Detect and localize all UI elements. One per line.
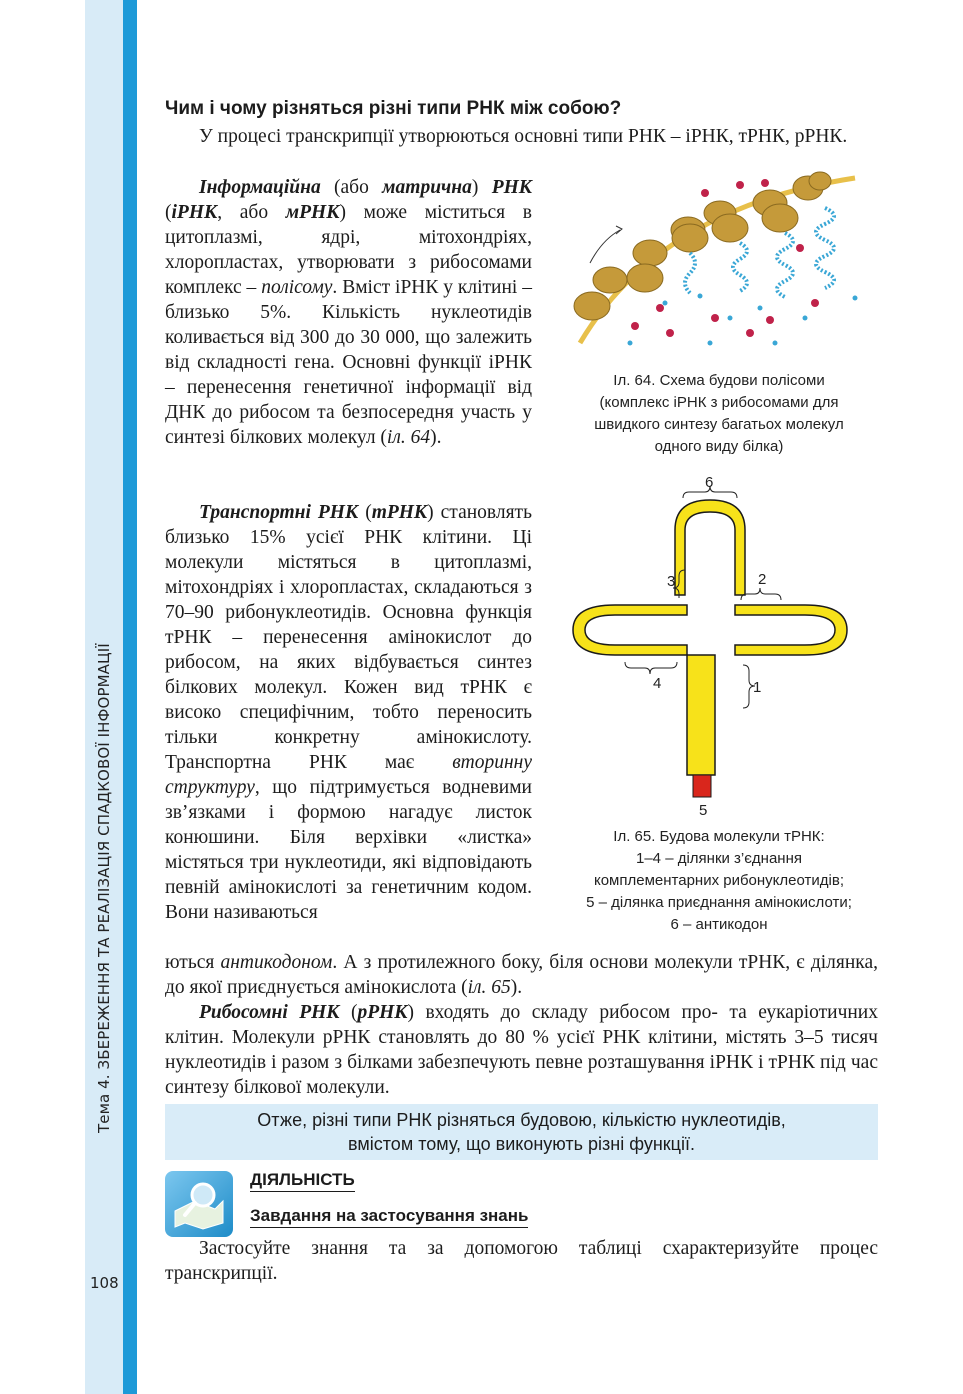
figure64-caption [560,370,878,458]
figure65-caption-line: 6 – антикодон [670,916,768,933]
trna-strand [573,500,847,775]
section-heading: Чим і чому різняться різні типи РНК між собою? [165,98,622,119]
trna-text-1: ( [358,502,372,523]
trna-cloverleaf-diagram [565,470,865,820]
page-number: 108 [90,1274,119,1292]
label-region-2: 2 [758,571,767,588]
term-rrna: рРНК [357,1002,408,1023]
label-anticodon: 6 [705,474,714,491]
trna-text-3: , що підтримується водневими зв’язками і формою нагадує листок конюшини. Біля верхівки «листка» містяться три нуклеотиди, які відповідають певній амінокислоті за генетичним кодом. Вони називаються [165,777,532,923]
label-acceptor: 5 [699,802,708,819]
polysome-illustration [560,168,890,358]
trna-text-continued: ються [165,952,221,973]
rrna-text-2: ) входять до складу рибосом про- та еукаріотичних клітин. Молекули рРНК становлять до 80 % усієї РНК клітини, містять 3–5 тисяч нуклеотидів і разом з білками забезпечують певне розташування іРНК і тРНК під час синтезу білкової молекули. [165,1002,878,1098]
term-anticodon: антикодоном [220,952,333,973]
intro-paragraph: У процесі транскрипції утворюються основні типи РНК – іРНК, тРНК, рРНК. [199,126,848,147]
task-title: Завдання на застосування знань [250,1206,528,1228]
term-irna: іРНК [171,202,218,223]
term-mrna: мРНК [285,202,340,223]
figure65-caption-line: 5 – ділянка приєднання амінокислоти; [586,894,852,911]
summary-box [165,1104,878,1160]
magnifier-map-icon [165,1171,233,1237]
term-trna: тРНК [371,502,428,523]
term-secondary-structure: вторинну структуру [165,752,532,798]
ref-fig64: іл. 64 [386,427,431,448]
term-informational: Інформаційна [199,177,321,198]
irna-text-5: ) може міститься в цитоплазмі, ядрі, мітохондріях, хлоропластах, утворювати з рибосомами комплекс – [165,202,533,298]
irna-text-6: . Вміст іРНК у клітині – близько 5%. Кількість нуклеотидів коливається від 300 до 30 000, що залежить від складності гена. Основні функції іРНК – перенесення генетичної інформації від ДНК до рибосом та безпосередня участь у синтезі білкових молекул ( [165,277,532,448]
label-region-4: 4 [653,675,662,692]
irna-paragraph [165,175,532,450]
trna-text-5: ). [510,977,523,998]
label-region-3: 3 [667,573,676,590]
summary-line: вмістом тому, що виконують різні функції. [348,1134,695,1154]
trna-text-4: . А з протилежного боку, біля основи молекули тРНК, є ділянка, до якої приєднується амінокислота ( [165,952,879,998]
figure64-caption-line: Іл. 64. Схема будови полісоми [613,372,825,389]
summary-line: Отже, різні типи РНК різняться будовою, кількістю нуклеотидів, [257,1110,786,1130]
term-rna: РНК [491,177,532,198]
figure64-caption-line: швидкого синтезу багатьох молекул [594,416,844,433]
figure65-caption [560,826,878,936]
trna-paragraph [165,500,532,925]
figure65-caption-line: комплементарних рибонуклеотидів; [593,872,844,889]
acceptor-site [693,775,711,797]
term-ribosomal-rna: Рибосомні РНК [199,1002,340,1023]
activity-title: ДІЯЛЬНІСТЬ [250,1170,355,1192]
rrna-paragraph [165,1000,878,1100]
ref-fig65: іл. 65 [467,977,511,998]
trna-paragraph-continued [165,950,878,1000]
sidebar-accent-stripe [123,0,137,1394]
term-polysome: полісому [261,277,333,298]
label-region-1: 1 [753,679,762,696]
figure65-caption-line: 1–4 – ділянки з’єднання [636,850,802,867]
topic-title: Тема 4. ЗБЕРЕЖЕННЯ ТА РЕАЛІЗАЦІЯ СПАДКОВОЇ ІНФОРМАЦІЇ [95,643,113,1133]
irna-text-3: ( [165,202,172,223]
irna-text-2: ) [471,177,492,198]
rrna-text-1: ( [339,1002,358,1023]
term-matrix: матрична [382,177,472,198]
trna-text-2: ) становлять близько 15% усієї РНК клітини. Ці молекули містяться в цитоплазмі, мітохондріях і хлоропластах, складаються з 70–90 рибонуклеотидів. Основна функція тРНК – перенесення амінокислот до рибосом, на яких відбувається синтез білкових молекул. Кожен вид тРНК є високо специфічним, тобто переносить тільки конкретну амінокислоту. Транспортна РНК має [165,502,532,773]
irna-text-7: ). [430,427,442,448]
figure64-caption-line: (комплекс іРНК з рибосомами для [599,394,839,411]
task-text: Застосуйте знання та за допомогою таблиці схарактеризуйте процес транскрипції. [165,1238,878,1284]
figure64-caption-line: одного виду білка) [654,438,784,455]
irna-text-1: (або [320,177,383,198]
term-transport-rna: Транспортні РНК [199,502,359,523]
figure65-caption-line: Іл. 65. Будова молекули тРНК: [613,828,825,845]
irna-text-4: , або [217,202,286,223]
